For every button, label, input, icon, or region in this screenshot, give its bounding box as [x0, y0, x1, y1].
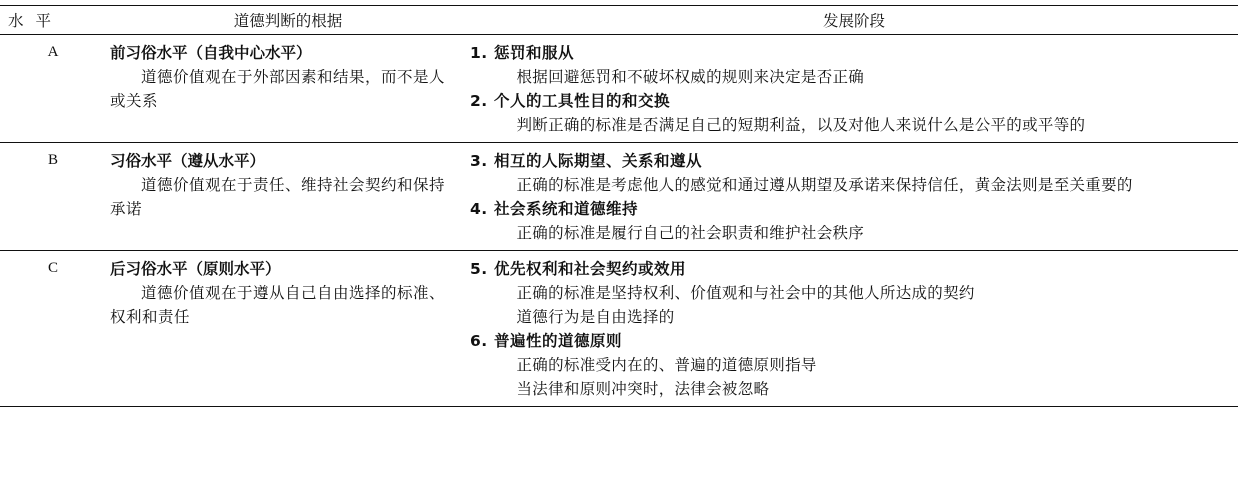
table-row	[0, 143, 1238, 251]
stage-block	[470, 149, 1230, 197]
stage-title-text: 个人的工具性目的和交换	[494, 92, 671, 110]
stage-number: 6.	[470, 332, 488, 350]
stage-description: 当法律和原则冲突时，法律会被忽略	[516, 380, 770, 398]
stage-title-text: 相互的人际期望、关系和遵从	[494, 152, 703, 170]
basis-cell	[106, 143, 470, 251]
stage-number: 3.	[470, 152, 488, 170]
basis-body: 道德价值观在于责任、维持社会契约和保持承诺	[110, 176, 446, 218]
stage-block	[470, 257, 1230, 329]
basis-cell	[106, 251, 470, 407]
stage-number: 1.	[470, 44, 488, 62]
stage-title-text: 普遍性的道德原则	[494, 332, 623, 350]
level-cell: C	[0, 251, 106, 407]
header-stages: 发展阶段	[470, 6, 1238, 35]
stage-description: 正确的标准是考虑他人的感觉和通过遵从期望及承诺来保持信任，黄金法则是至关重要的	[516, 176, 1133, 194]
header-basis: 道德判断的根据	[106, 6, 470, 35]
stage-title-text: 社会系统和道德维持	[494, 200, 639, 218]
stage-description: 道德行为是自由选择的	[516, 308, 675, 326]
stage-title	[470, 329, 1230, 353]
stage-title	[470, 257, 1230, 281]
stage-title	[470, 149, 1230, 173]
table-row	[0, 251, 1238, 407]
stage-block	[470, 197, 1230, 245]
stage-title	[470, 197, 1230, 221]
stage-description: 根据回避惩罚和不破坏权威的规则来决定是否正确	[516, 68, 865, 86]
basis-body: 道德价值观在于遵从自己自由选择的标准、权利和责任	[110, 284, 446, 326]
stage-block	[470, 329, 1230, 401]
basis-cell	[106, 35, 470, 143]
stage-description: 判断正确的标准是否满足自己的短期利益，以及对他人来说什么是公平的或平等的	[516, 116, 1086, 134]
stage-description: 正确的标准是坚持权利、价值观和与社会中的其他人所达成的契约	[516, 284, 975, 302]
level-cell: A	[0, 35, 106, 143]
basis-title: 后习俗水平（原则水平）	[110, 260, 281, 278]
header-row	[0, 6, 1238, 35]
stage-description: 正确的标准受内在的、普遍的道德原则指导	[516, 356, 817, 374]
stage-number: 4.	[470, 200, 488, 218]
table-row	[0, 35, 1238, 143]
stage-number: 2.	[470, 92, 488, 110]
kohlberg-table-container	[0, 5, 1238, 407]
stages-cell	[470, 35, 1238, 143]
basis-body: 道德价值观在于外部因素和结果，而不是人或关系	[110, 68, 446, 110]
stage-number: 5.	[470, 260, 488, 278]
level-cell: B	[0, 143, 106, 251]
basis-title: 习俗水平（遵从水平）	[110, 152, 266, 170]
stage-block	[470, 41, 1230, 89]
stages-cell	[470, 143, 1238, 251]
header-level: 水平	[0, 6, 106, 35]
moral-development-table	[0, 5, 1238, 407]
stage-description: 正确的标准是履行自己的社会职责和维护社会秩序	[516, 224, 865, 242]
stage-block	[470, 89, 1230, 137]
stage-title	[470, 89, 1230, 113]
stage-title	[470, 41, 1230, 65]
basis-title: 前习俗水平（自我中心水平）	[110, 44, 312, 62]
stage-title-text: 优先权利和社会契约或效用	[494, 260, 687, 278]
stages-cell	[470, 251, 1238, 407]
stage-title-text: 惩罚和服从	[494, 44, 575, 62]
